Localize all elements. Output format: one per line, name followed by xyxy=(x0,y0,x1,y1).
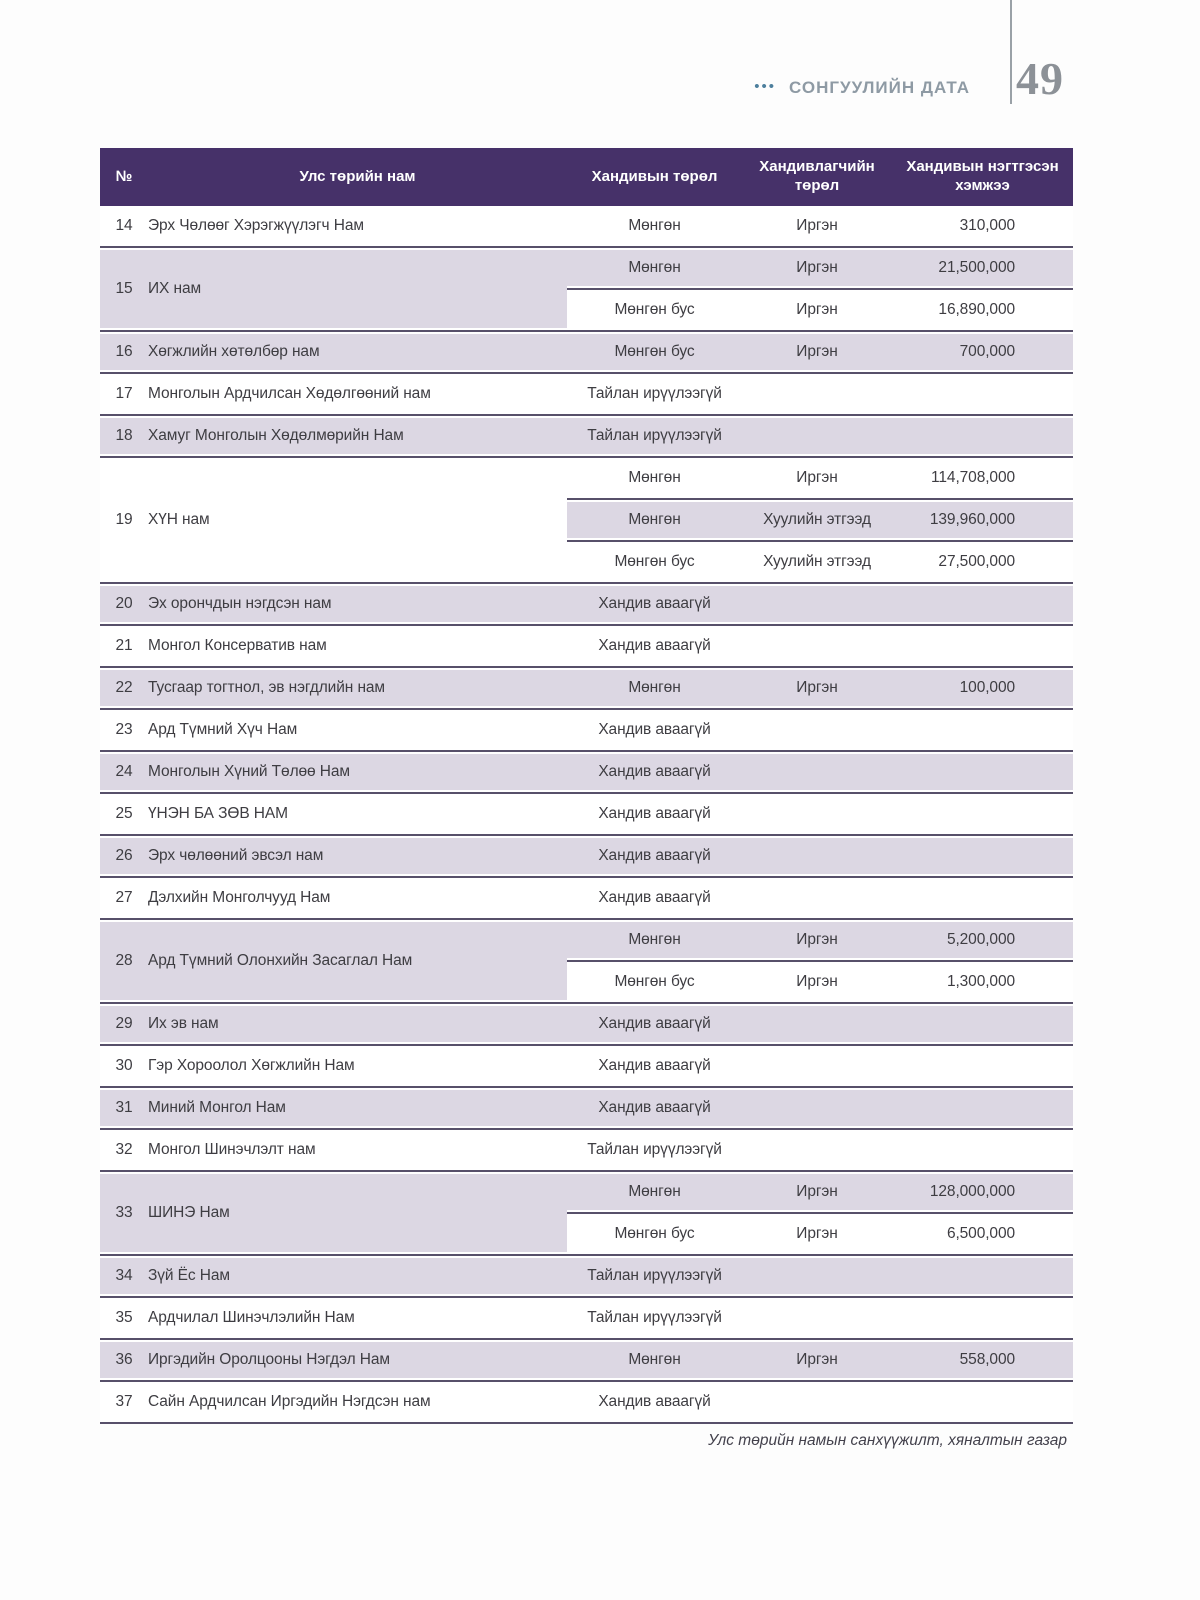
donation-entry xyxy=(567,544,1073,580)
donor-type xyxy=(742,628,892,664)
row-entries xyxy=(567,1006,1073,1042)
row-entries xyxy=(567,418,1073,454)
party-name: Тусгаар тогтнол, эв нэгдлийн нам xyxy=(148,670,567,706)
row-entries xyxy=(567,208,1073,244)
donor-type xyxy=(742,838,892,874)
row-number: 21 xyxy=(100,628,148,664)
row-entries xyxy=(567,628,1073,664)
donation-entry xyxy=(567,1132,1073,1168)
table-row xyxy=(100,1090,1073,1126)
donation-type: Мөнгөн бус xyxy=(567,544,742,580)
table-row xyxy=(100,922,1073,1000)
party-name: Гэр Хороолол Хөгжлийн Нам xyxy=(148,1048,567,1084)
row-entries xyxy=(567,1300,1073,1336)
donation-type: Хандив аваагүй xyxy=(567,628,742,664)
donation-amount: 6,500,000 xyxy=(892,1216,1073,1252)
row-number: 37 xyxy=(100,1384,148,1420)
donor-type xyxy=(742,712,892,748)
row-number: 33 xyxy=(100,1174,148,1252)
party-name: Дэлхийн Монголчууд Нам xyxy=(148,880,567,916)
donation-type: Мөнгөн xyxy=(567,502,742,538)
row-entries xyxy=(567,1342,1073,1378)
donor-type xyxy=(742,1132,892,1168)
donor-type xyxy=(742,1048,892,1084)
donation-entry xyxy=(567,1216,1073,1252)
donation-type: Мөнгөн xyxy=(567,460,742,496)
donation-type: Тайлан ирүүлээгүй xyxy=(567,1132,742,1168)
row-number: 17 xyxy=(100,376,148,412)
row-entries xyxy=(567,670,1073,706)
donation-entry xyxy=(567,460,1073,496)
donation-entry xyxy=(567,1384,1073,1420)
donation-amount xyxy=(892,1384,1073,1420)
table-row xyxy=(100,712,1073,748)
donation-entry xyxy=(567,292,1073,328)
donation-entry xyxy=(567,1090,1073,1126)
row-number: 16 xyxy=(100,334,148,370)
donor-type xyxy=(742,1384,892,1420)
donor-type: Иргэн xyxy=(742,1216,892,1252)
donation-type: Мөнгөн xyxy=(567,208,742,244)
table-row xyxy=(100,1132,1073,1168)
party-name: Ардчилал Шинэчлэлийн Нам xyxy=(148,1300,567,1336)
donation-type: Тайлан ирүүлээгүй xyxy=(567,1300,742,1336)
donation-amount xyxy=(892,1090,1073,1126)
donation-amount xyxy=(892,754,1073,790)
donation-type: Тайлан ирүүлээгүй xyxy=(567,418,742,454)
donation-type: Хандив аваагүй xyxy=(567,1384,742,1420)
party-name: ИХ нам xyxy=(148,250,567,328)
party-name: Монголын Ардчилсан Хөдөлгөөний нам xyxy=(148,376,567,412)
donation-entry xyxy=(567,502,1073,538)
row-entries xyxy=(567,796,1073,832)
donation-entry xyxy=(567,754,1073,790)
col-header-donation-type: Хандивын төрөл xyxy=(591,167,718,185)
table-row xyxy=(100,1384,1073,1420)
party-name: Зүй Ёс Нам xyxy=(148,1258,567,1294)
table-row xyxy=(100,1342,1073,1378)
party-name: Иргэдийн Оролцооны Нэгдэл Нам xyxy=(148,1342,567,1378)
table-row xyxy=(100,1006,1073,1042)
donation-entry xyxy=(567,1006,1073,1042)
donation-entry xyxy=(567,376,1073,412)
donation-type: Мөнгөн xyxy=(567,250,742,286)
table-row xyxy=(100,628,1073,664)
donation-amount xyxy=(892,712,1073,748)
row-entries xyxy=(567,250,1073,328)
party-name: Эх орончдын нэгдсэн нам xyxy=(148,586,567,622)
donation-type: Хандив аваагүй xyxy=(567,1048,742,1084)
donation-type: Мөнгөн бус xyxy=(567,1216,742,1252)
donation-type: Тайлан ирүүлээгүй xyxy=(567,376,742,412)
row-number: 22 xyxy=(100,670,148,706)
page-header xyxy=(0,0,1200,120)
table-row xyxy=(100,1174,1073,1252)
col-header-no: № xyxy=(115,167,133,185)
row-entries xyxy=(567,712,1073,748)
row-entries xyxy=(567,1174,1073,1252)
donation-type: Мөнгөн xyxy=(567,670,742,706)
triple-dots-icon: ••• xyxy=(754,77,776,95)
donation-type: Мөнгөн xyxy=(567,922,742,958)
donation-amount xyxy=(892,1300,1073,1336)
donation-amount: 5,200,000 xyxy=(892,922,1073,958)
table-row xyxy=(100,754,1073,790)
table-row xyxy=(100,334,1073,370)
row-number: 29 xyxy=(100,1006,148,1042)
donation-entry xyxy=(567,880,1073,916)
table-row xyxy=(100,460,1073,580)
donation-amount: 114,708,000 xyxy=(892,460,1073,496)
table-row xyxy=(100,586,1073,622)
party-name: Миний Монгол Нам xyxy=(148,1090,567,1126)
row-number: 19 xyxy=(100,460,148,580)
donation-entry xyxy=(567,208,1073,244)
donation-entry xyxy=(567,964,1073,1000)
donation-entry xyxy=(567,1258,1073,1294)
party-name: ҮНЭН БА ЗӨВ НАМ xyxy=(148,796,567,832)
donor-type: Хуулийн этгээд xyxy=(742,502,892,538)
donor-type: Иргэн xyxy=(742,964,892,1000)
donor-type xyxy=(742,586,892,622)
row-entries xyxy=(567,922,1073,1000)
donation-type: Хандив аваагүй xyxy=(567,1090,742,1126)
donations-table xyxy=(100,148,1073,1424)
row-entries xyxy=(567,334,1073,370)
table-body xyxy=(100,206,1073,1424)
donation-entry xyxy=(567,418,1073,454)
col-header-amount: Хандивын нэгтгэсэн хэмжээ xyxy=(906,158,1059,194)
donor-type: Иргэн xyxy=(742,208,892,244)
row-number: 34 xyxy=(100,1258,148,1294)
donation-amount xyxy=(892,1132,1073,1168)
donation-entry xyxy=(567,1300,1073,1336)
table-row xyxy=(100,376,1073,412)
donation-amount xyxy=(892,880,1073,916)
donor-type xyxy=(742,880,892,916)
row-number: 25 xyxy=(100,796,148,832)
donation-amount xyxy=(892,586,1073,622)
party-name: Эрх чөлөөний эвсэл нам xyxy=(148,838,567,874)
donation-amount xyxy=(892,796,1073,832)
donation-entry xyxy=(567,628,1073,664)
donor-type xyxy=(742,1258,892,1294)
row-entries xyxy=(567,754,1073,790)
row-number: 23 xyxy=(100,712,148,748)
donation-amount xyxy=(892,628,1073,664)
row-number: 30 xyxy=(100,1048,148,1084)
col-header-party: Улс төрийн нам xyxy=(299,167,416,185)
donor-type: Иргэн xyxy=(742,334,892,370)
donor-type: Иргэн xyxy=(742,922,892,958)
table-row xyxy=(100,838,1073,874)
table-row xyxy=(100,418,1073,454)
donation-entry xyxy=(567,250,1073,286)
donation-entry xyxy=(567,586,1073,622)
table-row xyxy=(100,880,1073,916)
donation-entry xyxy=(567,1048,1073,1084)
row-number: 26 xyxy=(100,838,148,874)
row-entries xyxy=(567,1132,1073,1168)
row-number: 15 xyxy=(100,250,148,328)
donation-amount: 139,960,000 xyxy=(892,502,1073,538)
party-name: Хөгжлийн хөтөлбөр нам xyxy=(148,334,567,370)
donation-entry xyxy=(567,1174,1073,1210)
donation-amount: 310,000 xyxy=(892,208,1073,244)
table-row xyxy=(100,670,1073,706)
donation-amount xyxy=(892,1048,1073,1084)
donation-type: Тайлан ирүүлээгүй xyxy=(567,1258,742,1294)
row-entries xyxy=(567,376,1073,412)
donation-amount xyxy=(892,1258,1073,1294)
party-name: Ард Түмний Хүч Нам xyxy=(148,712,567,748)
table-row xyxy=(100,1258,1073,1294)
donation-amount xyxy=(892,376,1073,412)
row-number: 36 xyxy=(100,1342,148,1378)
donation-type: Мөнгөн бус xyxy=(567,292,742,328)
donation-amount: 100,000 xyxy=(892,670,1073,706)
table-row xyxy=(100,1300,1073,1336)
donation-type: Мөнгөн xyxy=(567,1342,742,1378)
donation-entry xyxy=(567,670,1073,706)
donation-type: Хандив аваагүй xyxy=(567,796,742,832)
col-header-donor-type: Хандивлагчийн төрөл xyxy=(759,158,875,194)
table-row xyxy=(100,208,1073,244)
party-name: Монгол Консерватив нам xyxy=(148,628,567,664)
donation-entry xyxy=(567,922,1073,958)
row-number: 18 xyxy=(100,418,148,454)
table-header-row xyxy=(100,148,1073,206)
donation-type: Хандив аваагүй xyxy=(567,712,742,748)
row-entries xyxy=(567,1090,1073,1126)
row-number: 20 xyxy=(100,586,148,622)
donor-type xyxy=(742,418,892,454)
row-number: 28 xyxy=(100,922,148,1000)
party-name: Монголын Хүний Төлөө Нам xyxy=(148,754,567,790)
donor-type xyxy=(742,796,892,832)
party-name: ХҮН нам xyxy=(148,460,567,580)
donation-amount xyxy=(892,1006,1073,1042)
party-name: Ард Түмний Олонхийн Засаглал Нам xyxy=(148,922,567,1000)
section-title: СОНГУУЛИЙН ДАТА xyxy=(789,78,970,97)
party-name: Монгол Шинэчлэлт нам xyxy=(148,1132,567,1168)
row-number: 35 xyxy=(100,1300,148,1336)
donor-type xyxy=(742,1300,892,1336)
donation-amount xyxy=(892,838,1073,874)
row-number: 31 xyxy=(100,1090,148,1126)
donation-entry xyxy=(567,334,1073,370)
row-entries xyxy=(567,838,1073,874)
row-number: 27 xyxy=(100,880,148,916)
row-entries xyxy=(567,1258,1073,1294)
donor-type: Иргэн xyxy=(742,292,892,328)
donation-type: Мөнгөн бус xyxy=(567,334,742,370)
donation-entry xyxy=(567,712,1073,748)
donor-type: Иргэн xyxy=(742,460,892,496)
party-name: Их эв нам xyxy=(148,1006,567,1042)
party-name: Хамуг Монголын Хөдөлмөрийн Нам xyxy=(148,418,567,454)
donation-type: Хандив аваагүй xyxy=(567,838,742,874)
donation-amount: 700,000 xyxy=(892,334,1073,370)
table-row xyxy=(100,796,1073,832)
section-title-wrap xyxy=(754,78,970,98)
donation-type: Хандив аваагүй xyxy=(567,754,742,790)
row-number: 24 xyxy=(100,754,148,790)
header-divider xyxy=(1010,0,1012,104)
donation-type: Мөнгөн бус xyxy=(567,964,742,1000)
donation-type: Мөнгөн xyxy=(567,1174,742,1210)
page-number: 49 xyxy=(1016,53,1064,104)
donation-amount: 558,000 xyxy=(892,1342,1073,1378)
donation-type: Хандив аваагүй xyxy=(567,586,742,622)
row-entries xyxy=(567,586,1073,622)
donor-type xyxy=(742,1090,892,1126)
donor-type: Иргэн xyxy=(742,250,892,286)
donation-entry xyxy=(567,796,1073,832)
donation-type: Хандив аваагүй xyxy=(567,880,742,916)
donation-amount: 27,500,000 xyxy=(892,544,1073,580)
party-name: ШИНЭ Нам xyxy=(148,1174,567,1252)
donor-type xyxy=(742,754,892,790)
row-number: 32 xyxy=(100,1132,148,1168)
donation-entry xyxy=(567,1342,1073,1378)
donor-type: Иргэн xyxy=(742,1174,892,1210)
donation-amount xyxy=(892,418,1073,454)
party-name: Сайн Ардчилсан Иргэдийн Нэгдсэн нам xyxy=(148,1384,567,1420)
table-source-note: Улс төрийн намын санхүүжилт, хяналтын газар xyxy=(708,1432,1067,1449)
table-row xyxy=(100,250,1073,328)
donor-type: Иргэн xyxy=(742,670,892,706)
row-entries xyxy=(567,880,1073,916)
donor-type xyxy=(742,376,892,412)
row-entries xyxy=(567,1048,1073,1084)
donation-entry xyxy=(567,838,1073,874)
donation-amount: 128,000,000 xyxy=(892,1174,1073,1210)
party-name: Эрх Чөлөөг Хэрэгжүүлэгч Нам xyxy=(148,208,567,244)
donor-type: Хуулийн этгээд xyxy=(742,544,892,580)
donation-amount: 1,300,000 xyxy=(892,964,1073,1000)
table-row xyxy=(100,1048,1073,1084)
row-entries xyxy=(567,1384,1073,1420)
donation-type: Хандив аваагүй xyxy=(567,1006,742,1042)
donation-amount: 21,500,000 xyxy=(892,250,1073,286)
donor-type xyxy=(742,1006,892,1042)
donor-type: Иргэн xyxy=(742,1342,892,1378)
row-number: 14 xyxy=(100,208,148,244)
donation-amount: 16,890,000 xyxy=(892,292,1073,328)
row-entries xyxy=(567,460,1073,580)
